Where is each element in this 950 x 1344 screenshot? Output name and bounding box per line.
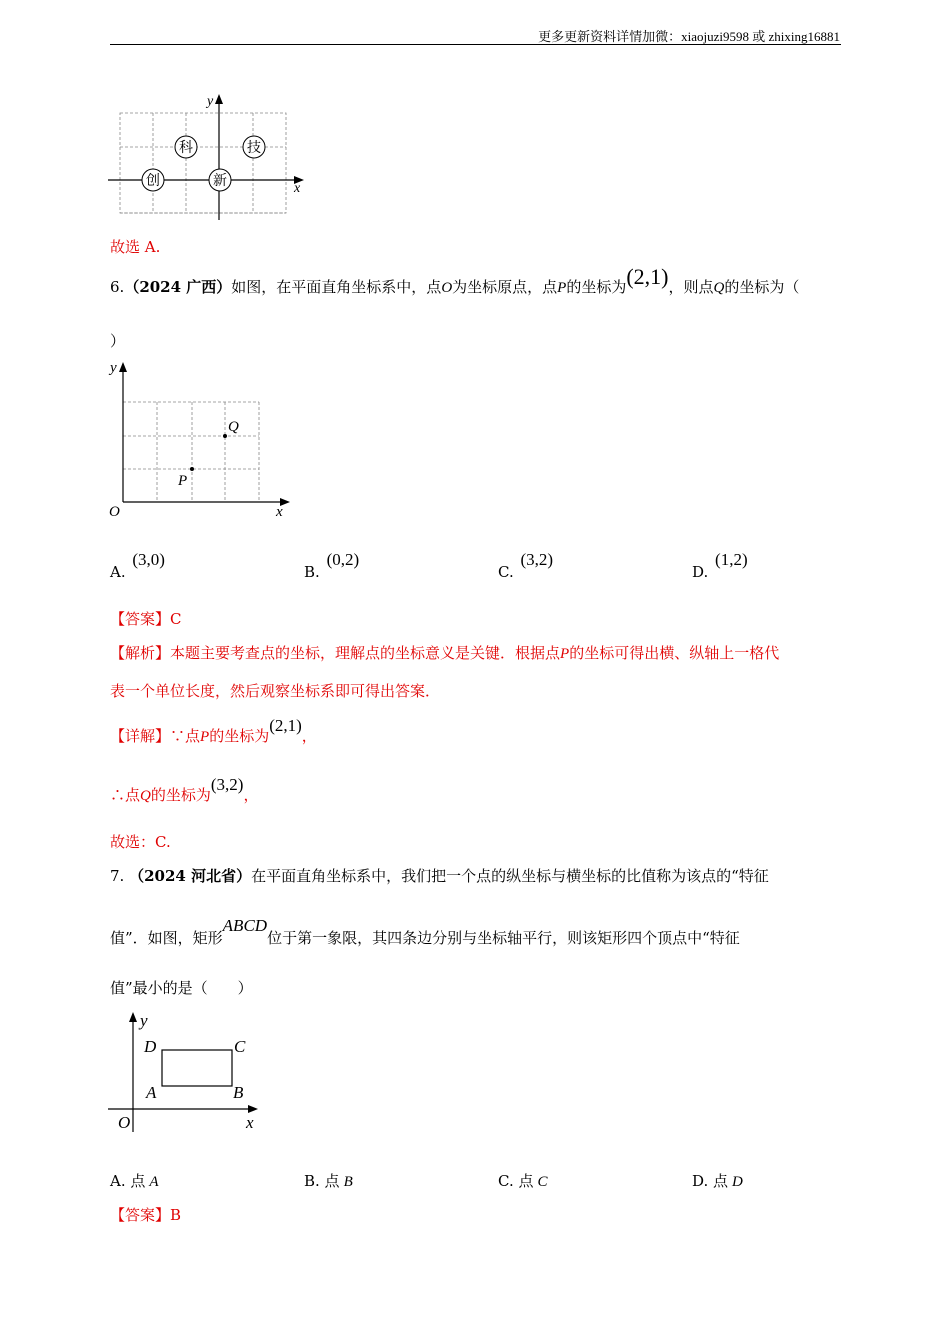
detail-text: 【详解】∵点 (110, 727, 201, 745)
option-var: A (149, 1174, 159, 1190)
option-value: (3,0) (132, 550, 165, 569)
q6-option-c (498, 550, 554, 582)
header-rule (110, 44, 841, 45)
q7-vertex-b-label: B (233, 1083, 244, 1102)
q7-option-a (110, 1170, 159, 1191)
q6-stem-part: 为坐标原点，点 (452, 278, 558, 296)
q7-vertex-a-label: A (146, 1083, 157, 1102)
q7-option-c (498, 1170, 548, 1191)
option-var: D (732, 1174, 743, 1190)
q7-line1 (110, 865, 769, 886)
q6-y-label: y (110, 360, 117, 376)
q7-line2 (110, 916, 740, 948)
detail-text: ， (243, 786, 259, 804)
q6-stem-part: 如图，在平面直角坐标系中，点 (231, 278, 442, 296)
detail-var-p: P (200, 729, 210, 745)
q7-var-abcd: ABCD (222, 916, 268, 935)
detail-text: 的坐标为 (150, 786, 211, 804)
analysis-var-p: P (560, 646, 570, 662)
q7-line3: 值”最小的是（ ） (110, 979, 253, 997)
q6-analysis-line2: 表一个单位长度，然后观察坐标系即可得出答案． (110, 682, 441, 700)
option-label: A. (110, 563, 126, 581)
q6-source: （2024 广西） (124, 278, 232, 296)
q6-option-a (110, 550, 165, 582)
q6-point-q-label: Q (228, 419, 239, 435)
option-label: C. 点 (498, 1172, 534, 1190)
q7-number: 7. (110, 867, 125, 885)
q7-x-label: x (246, 1113, 254, 1132)
q6-answer: 【答案】C (110, 610, 182, 628)
q6-detail-line2 (110, 775, 259, 805)
q7-text: 位于第一象限，其四条边分别与坐标轴平行，则该矩形四个顶点中“特征 (267, 929, 740, 947)
q7-vertex-d-label: D (144, 1037, 157, 1056)
q6-coord-p: (2,1) (626, 264, 669, 289)
q7-figure (106, 1008, 266, 1134)
detail-var-q: Q (140, 788, 151, 804)
option-label: B. 点 (304, 1172, 340, 1190)
q7-source: （2024 河北省） (129, 867, 252, 885)
option-var: C (537, 1174, 548, 1190)
q6-var-q: Q (713, 280, 725, 296)
option-label: A. 点 (110, 1172, 146, 1190)
q6-origin-label: O (109, 504, 120, 520)
q7-y-label: y (140, 1011, 148, 1030)
q7-option-b (304, 1170, 353, 1191)
q6-option-b (304, 550, 360, 582)
option-var: B (343, 1174, 353, 1190)
q5-y-label: y (207, 94, 214, 109)
q5-figure (108, 92, 308, 222)
option-value: (3,2) (520, 550, 554, 569)
q6-stem-part: 的坐标为（ (724, 278, 800, 296)
q7-answer: 【答案】B (110, 1206, 182, 1224)
q7-origin-label: O (118, 1113, 131, 1132)
option-label: D. 点 (692, 1172, 729, 1190)
analysis-text: 的坐标可得出横、纵轴上一格代 (569, 644, 780, 662)
detail-text: 的坐标为 (209, 727, 270, 745)
q7-text: 在平面直角坐标系中，我们把一个点的纵坐标与横坐标的比值称为该点的“特征 (251, 867, 769, 885)
option-value: (1,2) (715, 550, 748, 569)
char-chuang: 创 (146, 174, 160, 189)
detail-coord-p: (2,1) (269, 716, 302, 735)
q6-figure (104, 358, 304, 523)
q6-option-d (692, 550, 748, 582)
q6-point-p-label: P (178, 473, 188, 489)
detail-text: ， (301, 727, 317, 745)
q6-conclusion: 故选：C. (110, 833, 171, 851)
char-ji: 技 (247, 141, 261, 156)
q7-option-d (692, 1170, 743, 1191)
page-header: 更多更新资料详情加微：xiaojuzi9598 或 zhixing16881 (538, 29, 840, 44)
option-label: C. (498, 563, 514, 581)
q6-analysis-line1 (110, 642, 779, 663)
detail-coord-q: (3,2) (210, 775, 244, 794)
analysis-text: 【解析】本题主要考查点的坐标，理解点的坐标意义是关键．根据点 (110, 644, 561, 662)
q6-x-label: x (276, 504, 283, 520)
q7-vertex-c-label: C (234, 1037, 246, 1056)
q6-stem-close: ） (110, 332, 126, 350)
q6-var-p: P (557, 280, 567, 296)
q6-stem (110, 264, 800, 298)
q6-detail-line1 (110, 716, 317, 746)
q6-stem-part: 的坐标为 (566, 278, 627, 296)
q6-stem-part: ，则点 (668, 278, 714, 296)
char-ke: 科 (179, 141, 193, 156)
q6-var-o: O (441, 280, 453, 296)
q6-number: 6. (110, 278, 125, 296)
option-label: B. (304, 563, 320, 581)
q5-conclusion: 故选 A. (110, 238, 161, 256)
option-label: D. (692, 563, 709, 581)
option-value: (0,2) (326, 550, 360, 569)
q5-x-label: x (294, 181, 301, 196)
q7-text: 值”．如图，矩形 (110, 929, 223, 947)
detail-text: ∴点 (110, 786, 141, 804)
char-xin: 新 (213, 174, 227, 189)
